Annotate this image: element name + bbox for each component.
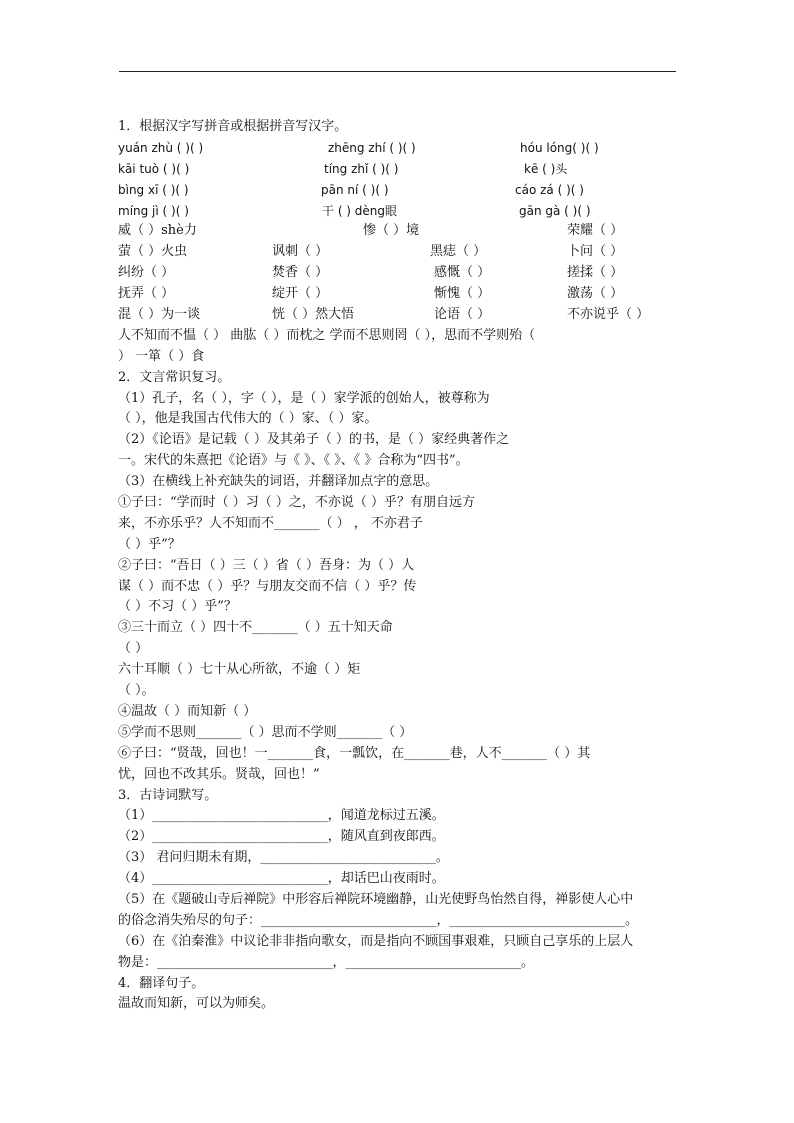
line-segment: ） 一箪（ ）食 (118, 348, 205, 364)
line-segment: 混（ ）为一谈 (118, 307, 201, 323)
text-line (118, 660, 678, 681)
text-line (118, 974, 678, 995)
text-line (118, 389, 678, 410)
line-segment: 威（ ）shè力 (118, 223, 197, 239)
line-segment: ⑤学而不思则_______（ ）思而不学则_______（ ） (118, 724, 413, 740)
text-line (118, 890, 678, 911)
line-segment: （ ）。 (118, 683, 155, 699)
line-segment: 物是：___________________________，___________________________。 (118, 954, 535, 970)
line-segment: hóu lóng( )( ) (520, 140, 599, 155)
line-segment: zhēng zhí ( )( ) (328, 140, 416, 155)
text-line (118, 618, 678, 639)
line-segment: （5）在《题破山寺后禅院》中形容后禅院环境幽静，山光使野鸟怡然自得，禅影使人心中 (118, 891, 634, 907)
text-line (118, 869, 678, 890)
text-line (118, 514, 678, 535)
text-line (118, 577, 678, 598)
text-line (118, 201, 678, 222)
line-segment: ④温故（ ）而知新（ ） (118, 703, 257, 719)
line-segment: 荣耀（ ） (567, 223, 624, 239)
line-segment: 感慨（ ） (434, 265, 491, 281)
line-segment: 恍（ ）然大悟 (272, 307, 355, 323)
text-line (118, 493, 678, 514)
line-segment: 2．文言常识复习。 (118, 369, 231, 385)
text-line (118, 138, 678, 159)
text-line (118, 556, 678, 577)
line-segment: 干 ( ) dèng眼 (322, 203, 398, 218)
text-line (118, 639, 678, 660)
line-segment: kē ( )头 (524, 161, 568, 176)
line-segment: tíng zhǐ ( )( ) (324, 161, 399, 176)
line-segment: （ ）不习（ ）乎”？ (118, 599, 237, 615)
line-segment: 搓揉（ ） (567, 265, 624, 281)
text-line (118, 430, 678, 451)
text-line (118, 827, 678, 848)
line-segment: 焚香（ ） (272, 265, 329, 281)
line-segment: kāi tuò ( )( ) (118, 161, 190, 176)
text-line (118, 723, 678, 744)
worksheet-body (118, 117, 678, 1015)
line-segment: 论语（ ） (434, 307, 491, 323)
line-segment: bìng xī ( )( ) (118, 182, 189, 197)
line-segment: 卜问（ ） (567, 244, 624, 260)
line-segment: 1．根据汉字写拼音或根据拼音写汉字。 (118, 119, 348, 134)
line-segment: 谋（ ）而不忠（ ）乎？与朋友交而不信（ ）乎？传 (118, 578, 417, 594)
text-line (118, 472, 678, 493)
line-segment: 纠纷（ ） (118, 265, 175, 281)
line-segment: 黑痣（ ） (430, 244, 487, 260)
text-line (118, 451, 678, 472)
line-segment: （ ），他是我国古代伟大的（ ）家、（ ）家。 (118, 411, 378, 427)
text-line (118, 347, 678, 368)
line-segment: ③三十而立（ ）四十不_______（ ）五十知天命 (118, 620, 393, 636)
line-segment: （2）《论语》是记载（ ）及其弟子（ ）的书，是（ ）家经典著作之 (118, 432, 510, 448)
line-segment: 不亦说乎（ ） (567, 307, 650, 323)
line-segment: 人不知而不愠（ ） 曲肱（ ）而枕之 学而不思则罔（ ），思而不学则殆（ (118, 327, 536, 343)
text-line (118, 180, 678, 201)
line-segment: 萤（ ）火虫 (118, 244, 188, 260)
line-segment: （1）___________________________，闻道龙标过五溪。 (118, 808, 445, 824)
text-line (118, 221, 678, 242)
line-segment: 抚弄（ ） (118, 286, 175, 302)
text-line (118, 681, 678, 702)
line-segment: pān ní ( )( ) (321, 182, 389, 197)
text-line (118, 597, 678, 618)
line-segment: 惨（ ）境 (363, 223, 420, 239)
line-segment: 来，不亦乐乎？人不知而不_______（ ） ， 不亦君子 (118, 515, 423, 531)
text-line (118, 368, 678, 389)
text-line (118, 409, 678, 430)
line-segment: cáo zá ( )( ) (515, 182, 584, 197)
text-line (118, 953, 678, 974)
line-segment: （ ）乎”？ (118, 536, 181, 552)
line-segment: 3．古诗词默写。 (118, 787, 218, 803)
text-line (118, 765, 678, 786)
line-segment: （ ） (118, 641, 149, 657)
text-line (118, 284, 678, 305)
line-segment: 温故而知新，可以为师矣。 (118, 996, 275, 1012)
line-segment: （3） 君问归期未有期，___________________________。 (118, 850, 449, 866)
line-segment: míng jì ( )( ) (118, 203, 189, 218)
text-line (118, 159, 678, 180)
line-segment: 的俗念消失殆尽的句子：___________________________，___________________________。 (118, 912, 639, 928)
line-segment: 一。宋代的朱熹把《论语》与《 》、《 》、《 》合称为“四书”。 (118, 453, 469, 469)
text-line (118, 326, 678, 347)
text-line (118, 702, 678, 723)
line-segment: gān gà ( )( ) (519, 203, 591, 218)
line-segment: （4）___________________________，却话巴山夜雨时。 (118, 871, 445, 887)
text-line (118, 806, 678, 827)
line-segment: 4．翻译句子。 (118, 975, 205, 991)
line-segment: ②子曰：“吾日（ ）三（ ）省（ ）吾身：为（ ）人 (118, 557, 415, 573)
line-segment: （3）在横线上补充缺失的词语，并翻译加点字的意思。 (118, 474, 439, 490)
text-line (118, 535, 678, 556)
line-segment: （6）在《泊秦淮》中议论非非指向歌女，而是指向不顾国事艰难，只顾自己享乐的上层人 (118, 933, 634, 949)
line-segment: ①子曰：“学而时（ ）习（ ）之，不亦说（ ）乎？有朋自远方 (118, 495, 476, 511)
line-segment: 忧，回也不改其乐。贤哉，回也！” (118, 766, 320, 782)
text-line (118, 932, 678, 953)
text-line (118, 911, 678, 932)
text-line (118, 242, 678, 263)
line-segment: yuán zhù ( )( ) (118, 140, 204, 155)
text-line (118, 117, 678, 138)
header-rule (119, 71, 676, 72)
text-line (118, 744, 678, 765)
text-line (118, 848, 678, 869)
line-segment: 激荡（ ） (567, 286, 624, 302)
line-segment: ⑥子曰：“贤哉，回也！一_______食，一瓢饮，在_______巷，人不_______（ ）其 (118, 745, 591, 761)
text-line (118, 263, 678, 284)
line-segment: 惭愧（ ） (434, 286, 491, 302)
line-segment: （1）孔子，名（ ），字（ ），是（ ）家学派的创始人，被尊称为 (118, 390, 490, 406)
line-segment: 六十耳顺（ ）七十从心所欲，不逾（ ）矩 (118, 662, 361, 678)
line-segment: 绽开（ ） (272, 286, 329, 302)
line-segment: （2）___________________________，随风直到夜郎西。 (118, 829, 445, 845)
text-line (118, 786, 678, 807)
line-segment: 讽刺（ ） (272, 244, 329, 260)
text-line (118, 305, 678, 326)
text-line (118, 994, 678, 1015)
